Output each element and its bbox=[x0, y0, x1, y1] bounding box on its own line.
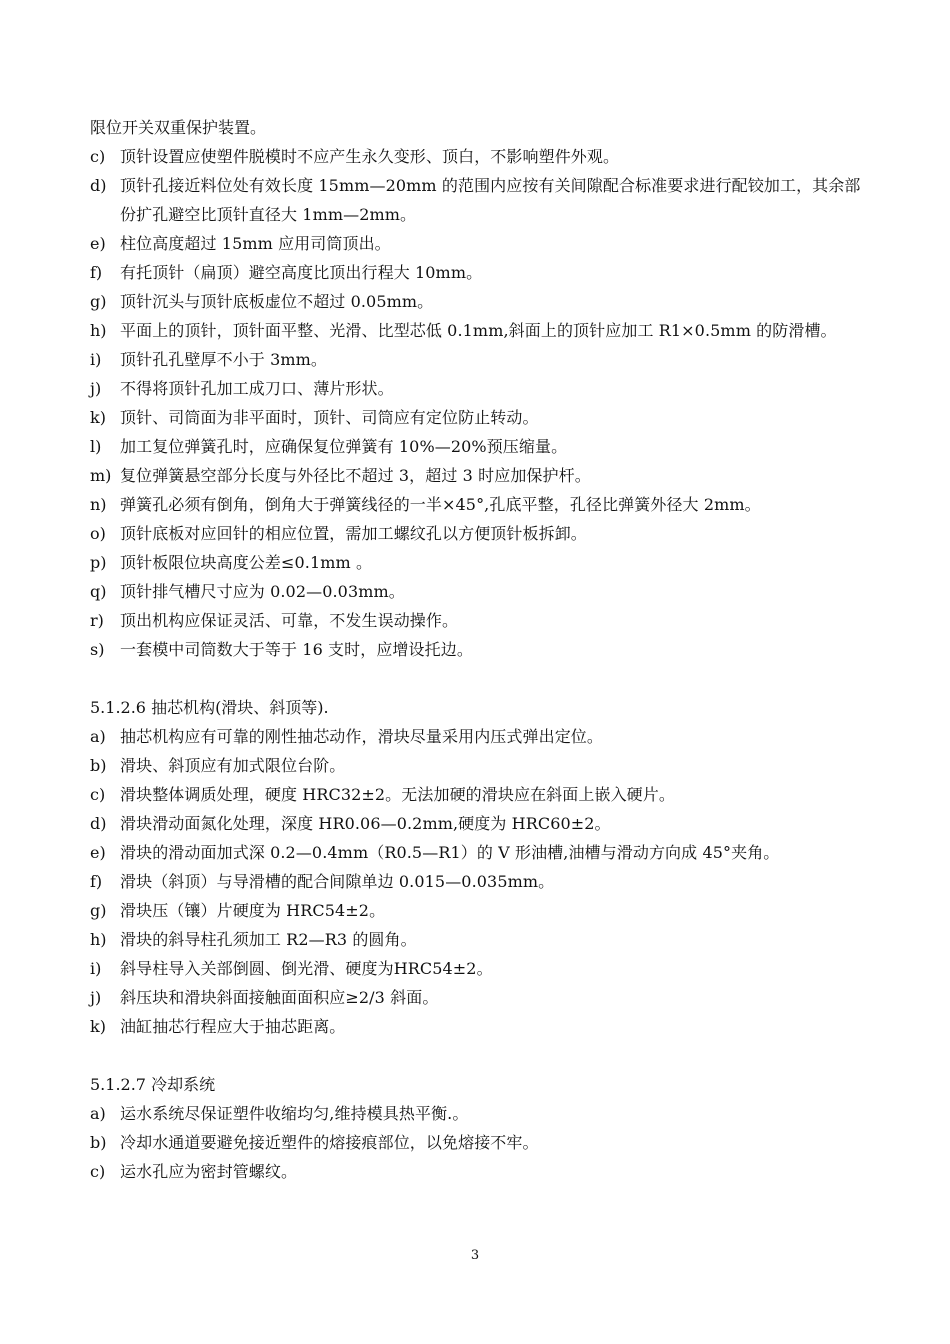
item-text: 运水孔应为密封管螺纹。 bbox=[120, 1162, 298, 1181]
item-text: 顶针孔孔壁厚不小于 3mm。 bbox=[120, 350, 328, 369]
item-marker: j) bbox=[90, 379, 102, 398]
item-text: 顶针排气槽尺寸应为 0.02—0.03mm。 bbox=[120, 582, 405, 601]
list-item bbox=[90, 838, 865, 867]
item-text: 滑块的斜导柱孔须加工 R2—R3 的圆角。 bbox=[120, 930, 417, 949]
list-item bbox=[90, 1012, 865, 1041]
item-text: 顶针设置应使塑件脱模时不应产生永久变形、顶白，不影响塑件外观。 bbox=[120, 147, 620, 166]
item-text: 滑块压（镶）片硬度为 HRC54±2。 bbox=[120, 901, 386, 920]
item-text: 加工复位弹簧孔时，应确保复位弹簧有 10%—20%预压缩量。 bbox=[120, 437, 568, 456]
item-text: 顶出机构应保证灵活、可靠，不发生误动操作。 bbox=[120, 611, 459, 630]
list-item bbox=[90, 519, 865, 548]
list-item bbox=[90, 171, 865, 229]
item-text: 滑块整体调质处理，硬度 HRC32±2。无法加硬的滑块应在斜面上嵌入硬片。 bbox=[120, 785, 675, 804]
item-marker: k) bbox=[90, 408, 106, 427]
item-text: 顶针板限位块高度公差≤0.1mm 。 bbox=[120, 553, 373, 572]
item-marker: b) bbox=[90, 756, 107, 775]
list-item bbox=[90, 490, 865, 519]
list-item bbox=[90, 316, 865, 345]
cooling-list bbox=[90, 1099, 865, 1186]
item-marker: p) bbox=[90, 553, 107, 572]
item-text: 复位弹簧悬空部分长度与外径比不超过 3，超过 3 时应加保护杆。 bbox=[120, 466, 591, 485]
item-text: 顶针孔接近料位处有效长度 15mm—20mm 的范围内应按有关间隙配合标准要求进行配铰加工，其余部份扩孔避空比顶针直径大 1mm—2mm。 bbox=[120, 176, 861, 224]
item-text: 斜压块和滑块斜面接触面面积应≥2/3 斜面。 bbox=[120, 988, 439, 1007]
item-marker: n) bbox=[90, 495, 107, 514]
list-item bbox=[90, 809, 865, 838]
item-marker: c) bbox=[90, 1162, 106, 1181]
list-item bbox=[90, 925, 865, 954]
item-marker: g) bbox=[90, 292, 107, 311]
list-item bbox=[90, 403, 865, 432]
item-text: 滑块、斜顶应有加式限位台阶。 bbox=[120, 756, 346, 775]
item-marker: i) bbox=[90, 350, 102, 369]
page-content bbox=[90, 113, 865, 1186]
list-item bbox=[90, 867, 865, 896]
item-marker: l) bbox=[90, 437, 102, 456]
list-item bbox=[90, 287, 865, 316]
item-marker: b) bbox=[90, 1133, 107, 1152]
item-text: 油缸抽芯行程应大于抽芯距离。 bbox=[120, 1017, 346, 1036]
item-marker: r) bbox=[90, 611, 104, 630]
item-text: 抽芯机构应有可靠的刚性抽芯动作，滑块尽量采用内压式弹出定位。 bbox=[120, 727, 604, 746]
item-marker: c) bbox=[90, 785, 106, 804]
item-marker: s) bbox=[90, 640, 105, 659]
ejector-list bbox=[90, 142, 865, 664]
item-marker: d) bbox=[90, 176, 107, 195]
item-marker: c) bbox=[90, 147, 106, 166]
section-spacer bbox=[90, 1041, 865, 1070]
core-pull-list bbox=[90, 722, 865, 1041]
item-marker: m) bbox=[90, 466, 112, 485]
item-text: 有托顶针（扁顶）避空高度比顶出行程大 10mm。 bbox=[120, 263, 483, 282]
item-text: 弹簧孔必须有倒角，倒角大于弹簧线径的一半×45°,孔底平整，孔径比弹簧外径大 2mm。 bbox=[120, 495, 761, 514]
item-text: 滑块滑动面氮化处理，深度 HR0.06—0.2mm,硬度为 HRC60±2。 bbox=[120, 814, 611, 833]
item-marker: q) bbox=[90, 582, 107, 601]
list-item bbox=[90, 606, 865, 635]
list-item bbox=[90, 258, 865, 287]
list-item bbox=[90, 1128, 865, 1157]
item-text: 滑块的滑动面加式深 0.2—0.4mm（R0.5—R1）的 V 形油槽,油槽与滑动方向成 45°夹角。 bbox=[120, 843, 780, 862]
list-item bbox=[90, 432, 865, 461]
section-spacer bbox=[90, 664, 865, 693]
item-text: 冷却水通道要避免接近塑件的熔接痕部位，以免熔接不牢。 bbox=[120, 1133, 539, 1152]
item-text: 顶针沉头与顶针底板虚位不超过 0.05mm。 bbox=[120, 292, 434, 311]
item-marker: h) bbox=[90, 321, 107, 340]
item-marker: i) bbox=[90, 959, 102, 978]
item-marker: e) bbox=[90, 843, 106, 862]
item-marker: g) bbox=[90, 901, 107, 920]
list-item bbox=[90, 780, 865, 809]
item-text: 运水系统尽保证塑件收缩均匀,维持模具热平衡.。 bbox=[120, 1104, 469, 1123]
list-item bbox=[90, 751, 865, 780]
list-item bbox=[90, 229, 865, 258]
section-heading-core-pull: 5.1.2.6 抽芯机构(滑块、斜顶等). bbox=[90, 698, 329, 717]
list-item bbox=[90, 142, 865, 171]
item-marker: f) bbox=[90, 872, 103, 891]
list-item bbox=[90, 577, 865, 606]
item-marker: e) bbox=[90, 234, 106, 253]
item-text: 顶针、司筒面为非平面时，顶针、司筒应有定位防止转动。 bbox=[120, 408, 539, 427]
intro-line: 限位开关双重保护装置。 bbox=[90, 118, 267, 137]
list-item bbox=[90, 1099, 865, 1128]
list-item bbox=[90, 896, 865, 925]
item-marker: o) bbox=[90, 524, 106, 543]
item-text: 不得将顶针孔加工成刀口、薄片形状。 bbox=[120, 379, 394, 398]
list-item bbox=[90, 461, 865, 490]
list-item bbox=[90, 635, 865, 664]
item-text: 柱位高度超过 15mm 应用司筒顶出。 bbox=[120, 234, 391, 253]
item-marker: f) bbox=[90, 263, 103, 282]
item-marker: h) bbox=[90, 930, 107, 949]
section-heading-cooling: 5.1.2.7 冷却系统 bbox=[90, 1075, 216, 1094]
list-item bbox=[90, 983, 865, 1012]
list-item bbox=[90, 1157, 865, 1186]
list-item bbox=[90, 954, 865, 983]
item-text: 斜导柱导入关部倒圆、倒光滑、硬度为HRC54±2。 bbox=[120, 959, 493, 978]
list-item bbox=[90, 345, 865, 374]
list-item bbox=[90, 548, 865, 577]
item-marker: d) bbox=[90, 814, 107, 833]
item-text: 滑块（斜顶）与导滑槽的配合间隙单边 0.015—0.035mm。 bbox=[120, 872, 555, 891]
list-item bbox=[90, 722, 865, 751]
item-marker: k) bbox=[90, 1017, 106, 1036]
item-marker: a) bbox=[90, 727, 106, 746]
item-text: 顶针底板对应回针的相应位置，需加工螺纹孔以方便顶针板拆卸。 bbox=[120, 524, 587, 543]
item-marker: j) bbox=[90, 988, 102, 1007]
item-text: 一套模中司筒数大于等于 16 支时，应增设托边。 bbox=[120, 640, 473, 659]
list-item bbox=[90, 374, 865, 403]
page-number: 3 bbox=[470, 1248, 480, 1263]
item-text: 平面上的顶针，顶针面平整、光滑、比型芯低 0.1mm,斜面上的顶针应加工 R1×0.5mm 的防滑槽。 bbox=[120, 321, 837, 340]
item-marker: a) bbox=[90, 1104, 106, 1123]
